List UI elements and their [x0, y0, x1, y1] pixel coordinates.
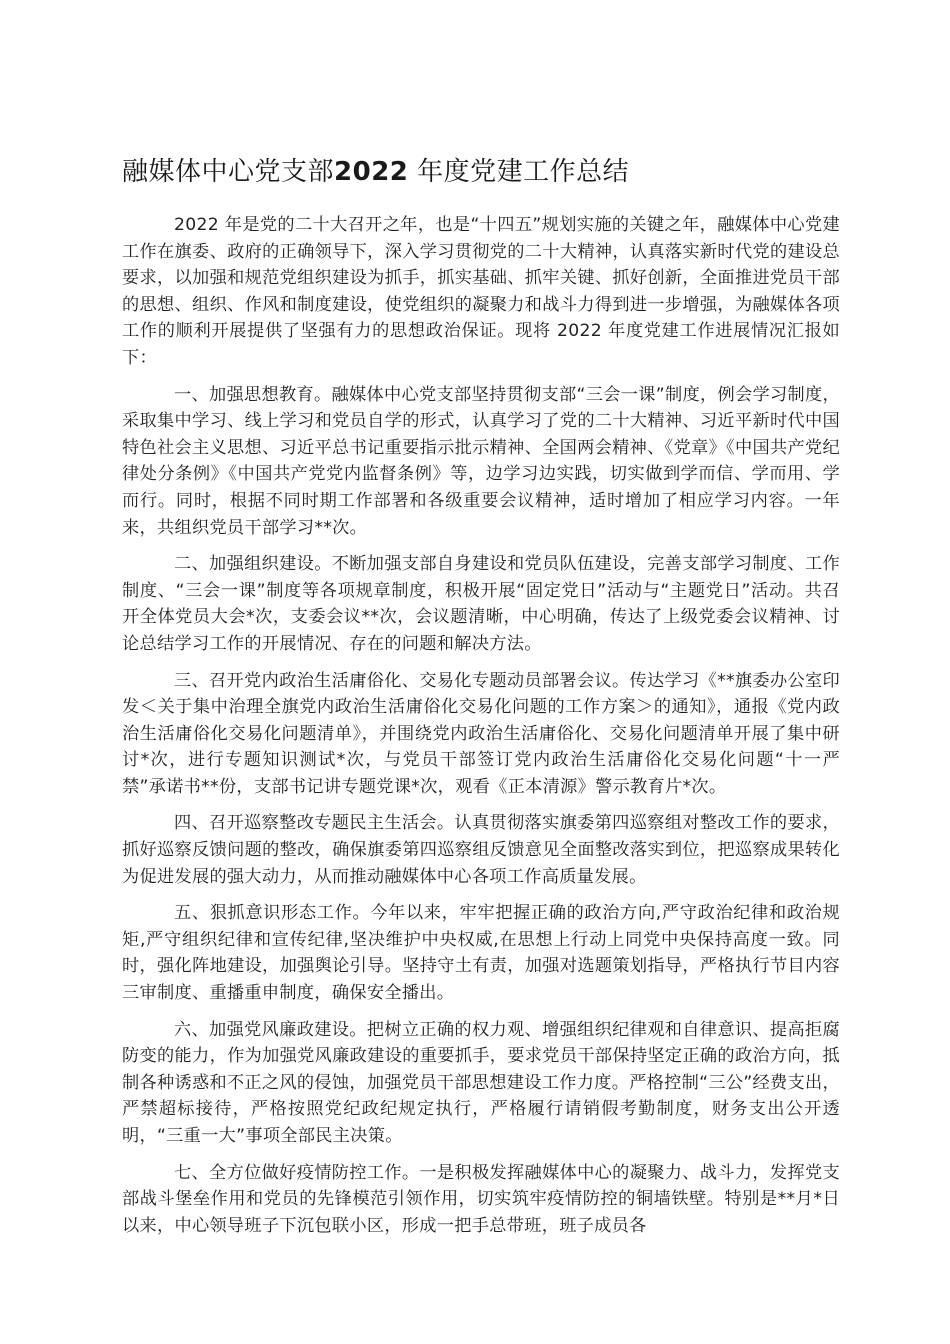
- paragraph-intro: 2022 年是党的二十大召开之年，也是“十四五”规划实施的关键之年，融媒体中心党建工作在旗委、政府的正确领导下，深入学习贯彻党的二十大精神，认真落实新时代党的建设总要求，以加强和规范党组织建设为抓手，抓实基础、抓牢关键、抓好创新，全面推进党员干部的思想、组织、作风和制度建设，使党组织的凝聚力和战斗力得到进一步增强，为融媒体各项工作的顺利开展提供了坚强有力的思想政治保证。现将 2022 年度党建工作进展情况汇报如下：: [122, 215, 840, 368]
- title-year: 2022: [334, 157, 409, 187]
- paragraph-section-5: 五、狠抓意识形态工作。今年以来，牢牢把握正确的政治方向,严守政治纪律和政治规矩,严守组织纪律和宣传纪律,坚决维护中央权威,在思想上行动上同党中央保持高度一致。同时，强化阵地建设，加强舆论引导。坚持守土有责，加强对选题策划指导，严格执行节目内容三审制度、重播重申制度，确保安全播出。: [122, 903, 840, 1004]
- paragraph-section-7: 七、全方位做好疫情防控工作。一是积极发挥融媒体中心的凝聚力、战斗力，发挥党支部战斗堡垒作用和党员的先锋模范引领作用，切实筑牢疫情防控的铜墙铁壁。特别是**月*日以来，中心领导班子下沉包联小区，形成一把手总带班，班子成员各: [122, 1162, 840, 1236]
- paragraph-section-4: 四、召开巡察整改专题民主生活会。认真贯彻落实旗委第四巡察组对整改工作的要求，抓好巡察反馈问题的整改，确保旗委第四巡察组反馈意见全面整改落实到位，把巡察成果转化为促进发展的强大动力，从而推动融媒体中心各项工作高质量发展。: [122, 813, 840, 887]
- document-page: [122, 150, 840, 1249]
- title-prefix: 融媒体中心党支部: [122, 157, 335, 187]
- paragraph-section-3: 三、召开党内政治生活庸俗化、交易化专题动员部署会议。传达学习《**旗委办公室印发＜关于集中治理全旗党内政治生活庸俗化交易化问题的工作方案＞的通知》，通报《党内政治生活庸俗化交易化问题清单》，并围绕党内政治生活庸俗化、交易化问题清单开展了集中研讨*次，进行专题知识测试*次，与党员干部签订党内政治生活庸俗化交易化问题“十一严禁”承诺书**份，支部书记讲专题党课*次，观看《正本清源》警示教育片*次。: [122, 670, 840, 797]
- paragraph-section-1: 一、加强思想教育。融媒体中心党支部坚持贯彻支部“三会一课”制度，例会学习制度，采取集中学习、线上学习和党员自学的形式，认真学习了党的二十大精神、习近平新时代中国特色社会主义思想、习近平总书记重要指示批示精神、全国两会精神、《党章》《中国共产党纪律处分条例》《中国共产党党内监督条例》等，边学习边实践，切实做到学而信、学而用、学而行。同时，根据不同时期工作部署和各级重要会议精神，适时增加了相应学习内容。一年来，共组织党员干部学习**次。: [122, 384, 840, 538]
- document-title: [122, 150, 840, 194]
- title-suffix: 年度党建工作总结: [417, 157, 630, 187]
- paragraph-section-6: 六、加强党风廉政建设。把树立正确的权力观、增强组织纪律观和自律意识、提高拒腐防变的能力，作为加强党风廉政建设的重要抓手，要求党员干部保持坚定正确的政治方向，抵制各种诱惑和不正之风的侵蚀，加强党员干部思想建设工作力度。严格控制“三公”经费支出，严禁超标接待，严格按照党纪政纪规定执行，严格履行请销假考勤制度，财务支出公开透明，“三重一大”事项全部民主决策。: [122, 1019, 840, 1146]
- paragraph-section-2: 二、加强组织建设。不断加强支部自身建设和党员队伍建设，完善支部学习制度、工作制度、“三会一课”制度等各项规章制度，积极开展“固定党日”活动与“主题党日”活动。共召开全体党员大会*次，支委会议**次，会议题清晰，中心明确，传达了上级党委会议精神、讨论总结学习工作的开展情况、存在的问题和解决方法。: [122, 554, 840, 654]
